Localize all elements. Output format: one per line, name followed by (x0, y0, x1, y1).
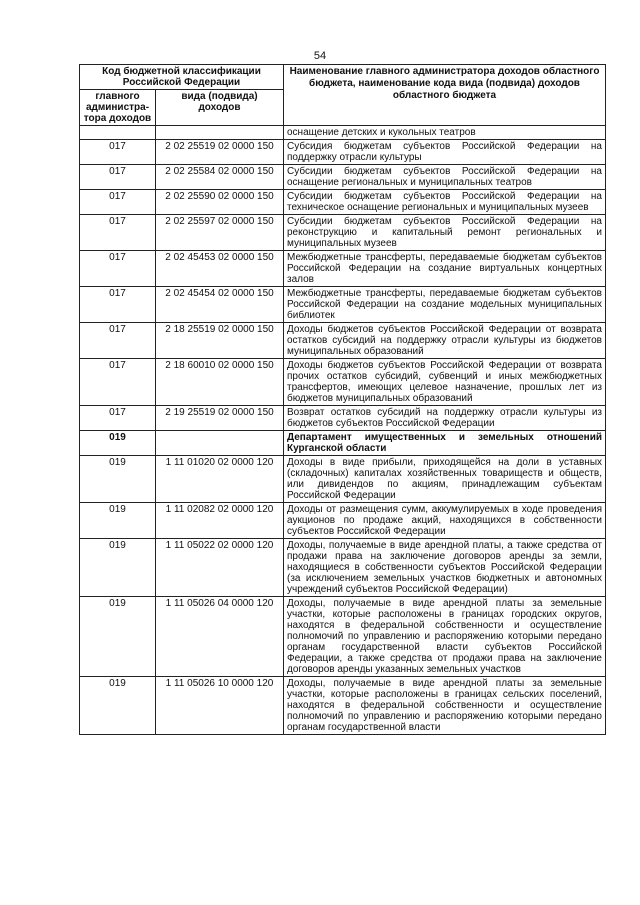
table-row (80, 126, 606, 140)
income-code-cell: 2 02 45453 02 0000 150 (156, 251, 284, 287)
income-code-cell: 2 18 25519 02 0000 150 (156, 323, 284, 359)
description-cell: Доходы, получаемые в виде арендной платы, а также средства от продажи права на заключение договоров аренды за земли, находящиеся в собственности субъектов Российской Федерации (за исключением земельных участков бюджетных и автономных учреждений субъектов Российской Федерации) (284, 539, 606, 597)
admin-code-cell: 017 (80, 165, 156, 190)
table-body (80, 126, 606, 735)
description-cell: Доходы бюджетов субъектов Российской Федерации от возврата остатков субсидий на поддержку отрасли культуры из бюджетов муниципальных образований (284, 323, 606, 359)
table-row (80, 215, 606, 251)
income-code-cell: 1 11 05026 10 0000 120 (156, 677, 284, 735)
description-cell: Межбюджетные трансферты, передаваемые бюджетам субъектов Российской Федерации на создание модельных муниципальных библиотек (284, 287, 606, 323)
income-code-cell: 1 11 02082 02 0000 120 (156, 503, 284, 539)
admin-code-cell: 019 (80, 539, 156, 597)
admin-code-cell: 017 (80, 140, 156, 165)
table-row (80, 165, 606, 190)
admin-code-cell: 017 (80, 359, 156, 406)
table-row (80, 503, 606, 539)
description-cell: Субсидии бюджетам субъектов Российской Федерации на реконструкцию и капитальный ремонт региональных и муниципальных музеев (284, 215, 606, 251)
header-income-code: вида (подвида) доходов (156, 90, 284, 126)
table-row (80, 287, 606, 323)
table-row (80, 597, 606, 677)
admin-code-cell: 017 (80, 406, 156, 431)
admin-code-cell: 019 (80, 597, 156, 677)
description-cell: Доходы, получаемые в виде арендной платы за земельные участки, которые расположены в границах городских округов, находятся в федеральной собственности и осуществление полномочий по управлению и распоряжению которыми передано органам государственной власти субъектов Российской Федерации, а также средства от продажи права на заключение договоров аренды указанных земельных участков (284, 597, 606, 677)
budget-classification-table (79, 64, 606, 735)
header-admin-code: главного администра-тора доходов (80, 90, 156, 126)
description-cell: Доходы, получаемые в виде арендной платы за земельные участки, которые расположены в границах сельских поселений, находятся в федеральной собственности и осуществление полномочий по управлению и распоряжению которыми передано органам государственной власти (284, 677, 606, 735)
description-cell: оснащение детских и кукольных театров (284, 126, 606, 140)
income-code-cell: 2 19 25519 02 0000 150 (156, 406, 284, 431)
description-cell: Доходы в виде прибыли, приходящейся на доли в уставных (складочных) капиталах хозяйственных товариществ и обществ, или дивидендов по акциям, принадлежащим субъектам Российской Федерации (284, 456, 606, 503)
admin-code-cell: 017 (80, 287, 156, 323)
admin-code-cell: 019 (80, 503, 156, 539)
income-code-cell (156, 126, 284, 140)
table-row (80, 140, 606, 165)
income-code-cell (156, 431, 284, 456)
income-code-cell: 2 18 60010 02 0000 150 (156, 359, 284, 406)
table-row (80, 323, 606, 359)
page-number: 54 (313, 50, 327, 62)
table-row (80, 190, 606, 215)
table-row (80, 456, 606, 503)
income-code-cell: 2 02 25519 02 0000 150 (156, 140, 284, 165)
table-row (80, 539, 606, 597)
income-code-cell: 1 11 05026 04 0000 120 (156, 597, 284, 677)
table-row (80, 359, 606, 406)
admin-code-cell: 017 (80, 251, 156, 287)
admin-code-cell: 017 (80, 323, 156, 359)
admin-code-cell: 019 (80, 456, 156, 503)
income-code-cell: 1 11 05022 02 0000 120 (156, 539, 284, 597)
description-cell: Субсидии бюджетам субъектов Российской Федерации на оснащение региональных и муниципальных театров (284, 165, 606, 190)
admin-code-cell: 017 (80, 215, 156, 251)
description-cell: Доходы от размещения сумм, аккумулируемых в ходе проведения аукционов по продаже акций, находящихся в собственности субъектов Российской Федерации (284, 503, 606, 539)
header-classification-group: Код бюджетной классификации Российской Федерации (80, 65, 284, 90)
table-row (80, 431, 606, 456)
admin-code-cell: 017 (80, 190, 156, 215)
table-row (80, 406, 606, 431)
description-cell: Возврат остатков субсидий на поддержку отрасли культуры из бюджетов субъектов Российской Федерации (284, 406, 606, 431)
description-cell: Субсидия бюджетам субъектов Российской Федерации на поддержку отрасли культуры (284, 140, 606, 165)
description-cell: Доходы бюджетов субъектов Российской Федерации от возврата прочих остатков субсидий, субвенций и иных межбюджетных трансфертов, имеющих целевое назначение, прошлых лет из бюджетов муниципальных образований (284, 359, 606, 406)
description-cell: Субсидии бюджетам субъектов Российской Федерации на техническое оснащение региональных и муниципальных музеев (284, 190, 606, 215)
income-code-cell: 2 02 25597 02 0000 150 (156, 215, 284, 251)
admin-code-cell: 019 (80, 677, 156, 735)
admin-code-cell: 019 (80, 431, 156, 456)
header-description: Наименование главного администратора доходов областного бюджета, наименование кода вида (подвида) доходов областного бюджета (284, 65, 606, 126)
income-code-cell: 2 02 45454 02 0000 150 (156, 287, 284, 323)
description-cell: Департамент имущественных и земельных отношений Курганской области (284, 431, 606, 456)
description-cell: Межбюджетные трансферты, передаваемые бюджетам субъектов Российской Федерации на создание виртуальных концертных залов (284, 251, 606, 287)
table-row (80, 677, 606, 735)
income-code-cell: 1 11 01020 02 0000 120 (156, 456, 284, 503)
income-code-cell: 2 02 25590 02 0000 150 (156, 190, 284, 215)
income-code-cell: 2 02 25584 02 0000 150 (156, 165, 284, 190)
table-row (80, 251, 606, 287)
admin-code-cell (80, 126, 156, 140)
